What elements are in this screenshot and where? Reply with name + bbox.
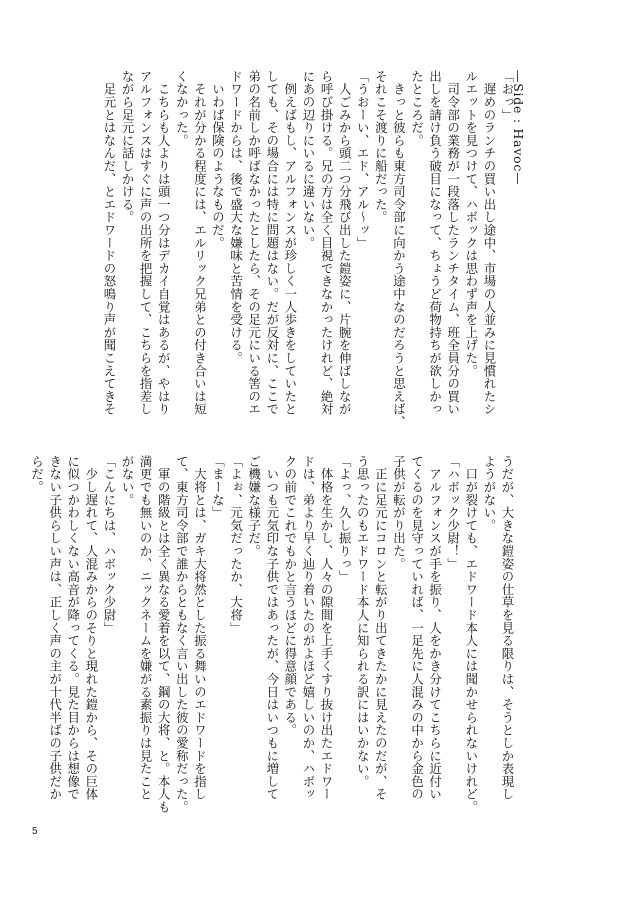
text-line: 人ごみから頭二つ分飛び出した鎧姿に、片腕を伸ばしなが [337,70,353,416]
text-line: うだが、大きな鎧姿の仕草を見る限りは、そうとしか表現し [500,455,515,801]
text-line: 体格を生かし、人々の隙間を上手くすり抜け出たエドワー [319,455,335,801]
text-line: くなかった。 [174,70,190,147]
page-number: 5 [32,826,38,837]
text-line: 子供が転がり出た。 [391,455,407,571]
text-line: 弟の名前しか呼ばなかったとしたら、その足元にいる筈のエ [246,70,262,416]
text-line: それこそ渡りに船だった。 [373,70,389,224]
text-line: きっと彼らも東方司令部に向かう途中なのだろうと思えば、 [391,70,407,429]
text-line: アルフォンスはすぐに声の出所を把握して、こちらを指差し [138,70,154,416]
text-line: 「よぉ、元気だったか、大将」 [228,455,244,635]
text-line: ご機嫌な様子だ。 [246,455,262,558]
text-line: アルフォンスが手を振り、人をかき分けてこちらに近付い [427,455,443,801]
text-line: ようがない。 [481,455,497,532]
chapter-side-title: —Side : Havoc— [511,70,526,186]
upper-text-block [101,70,516,429]
text-line: ドワードからは、後で盛大な嫌味と苦情を受ける。 [228,70,244,365]
text-line: 司令部の業務が一段落したランチタイム、班全員分の買い [445,70,461,416]
lower-text-block [29,455,516,814]
text-line: 「よっ、久し振りっ」 [337,455,353,583]
text-line: たところだ。 [409,70,425,147]
text-line: 「うおーい、エド、アル〜ッ」 [355,70,371,250]
text-line: 正に足元にコロンと転がり出てきたかに見えたのだが、そ [373,455,389,801]
text-line: ルエットを見つけて、ハボックは思わず声を上げた。 [463,70,479,378]
text-line: ドは、弟より早く辿り着いたのがよほど嬉しいのか、ハボッ [300,455,316,801]
text-line: にあの辺りにいるに違いない。 [300,70,316,250]
text-line: がない。 [120,455,136,507]
text-line: 「おっ」 [500,70,515,122]
text-line: 足元とはなんだ、とエドワードの怒鳴り声が聞こえてきそ [101,70,117,416]
text-line: それが分かる程度には、エルリック兄弟との付き合いは短 [192,70,208,416]
text-line: いわば保険のようなものだ。 [210,70,226,250]
text-line: 例えばもし、アルフォンスが珍しく一人歩きをしていたと [282,70,298,416]
text-line: 遅めのランチの買い出し途中、市場の人並みに見慣れたシ [481,70,497,416]
text-line: 「ハボック少尉！」 [445,455,461,571]
text-line: しても、その場合には特に問題はない。だが反対に、ここで [264,70,280,416]
text-line: 満更でも無いのか、ニックネームを嫌がる素振りは見たこと [138,455,154,801]
text-line: 「こんにちは、ハボック少尉」 [101,455,117,635]
text-line: う思ったのもエドワード本人に知られる訳にはいかない。 [355,455,371,788]
text-line: 少し遅れて、人混みからのそりと現れた鎧から、その巨体 [83,455,99,801]
text-line: 大将とは、ガキ大将然とした振る舞いのエドワードを指し [192,455,208,801]
text-line: ら呼び掛ける。兄の方は全く目視できなかったけれど、絶対 [319,70,335,416]
text-line: きない子供らしい声は、正しく声の主が十代半ばの子供だか [47,455,63,801]
text-line: らだ。 [29,455,45,494]
text-line: 出しを請け負う破目になって、ちょうど荷物持ちが欲しかっ [427,70,443,416]
text-line: クの前でこれでもかと言うほどに得意顔である。 [282,455,298,737]
text-line: ながら足元に話しかける。 [120,70,136,224]
text-line: 「まーな」 [210,455,226,519]
text-line: いつも元気印な子供ではあったが、今日はいつもに増して [264,455,280,801]
text-line: 軍の階級とは全く異なる愛着を以て、鋼の大将、と。本人も [156,455,172,814]
text-line: 口が裂けても、エドワード本人には聞かせられないけれど。 [463,455,479,814]
text-line: てくるのを見守っていれば、一足先に人混みの中から金色の [409,455,425,801]
text-line: に似つかわしくない高音が降ってくる。見た目からは想像で [65,455,81,801]
text-line: こちらも人よりは頭一つ分はデカイ自覚はあるが、やはり [156,70,172,416]
text-line: て、東方司令部で誰からともなく言い出した彼の愛称だった。 [174,455,190,814]
